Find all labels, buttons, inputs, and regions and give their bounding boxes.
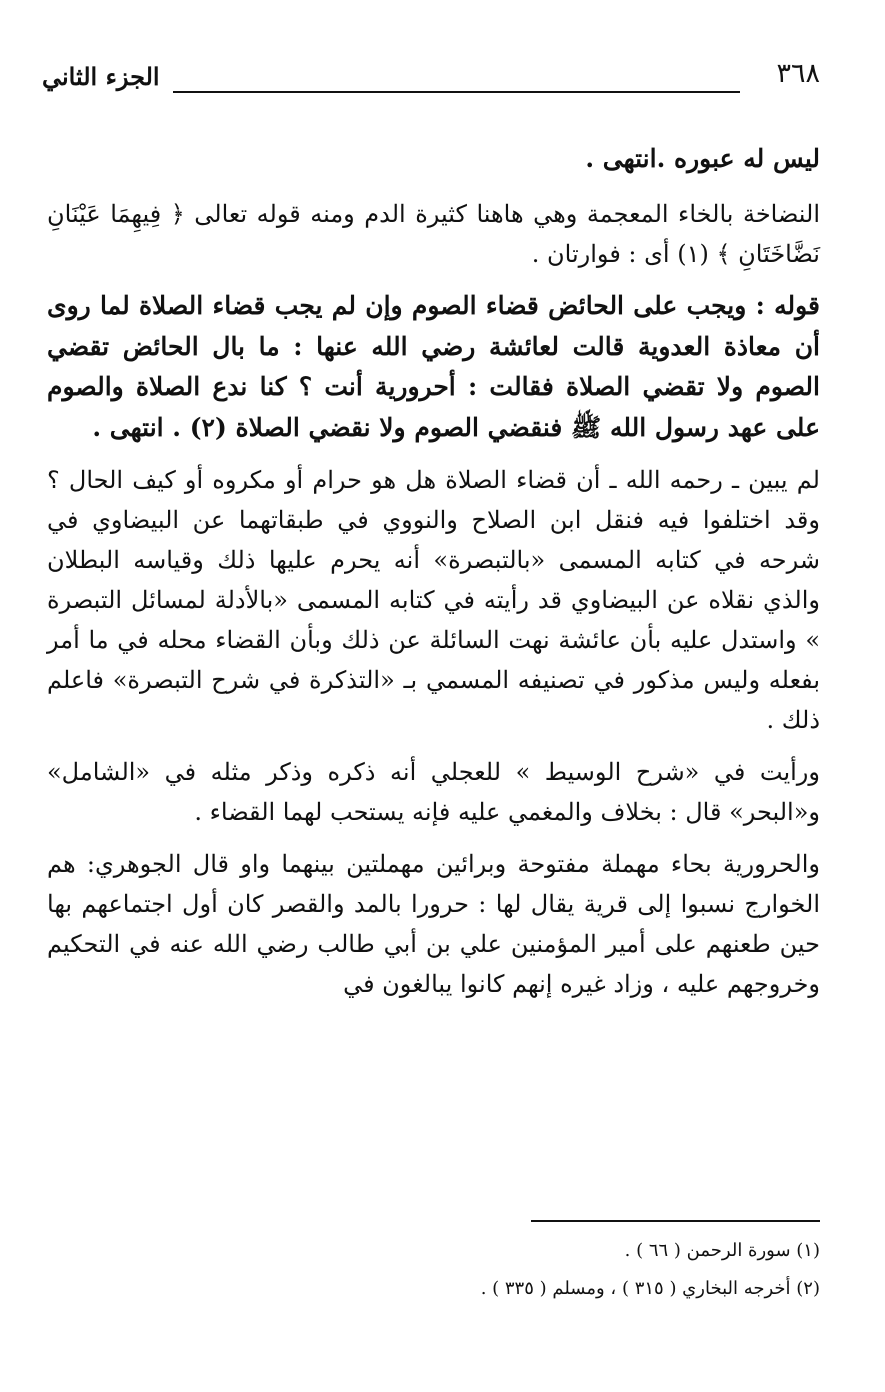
header-rule [173, 91, 740, 93]
paragraph: قوله : ويجب على الحائض قضاء الصوم وإن لم يجب قضاء الصلاة لما روى أن معاذة العدوية قالت لعائشة رضي الله عنها : ما بال الحائض تقضي الصوم ولا تقضي الصلاة فقالت : أحرورية أنت ؟ كنا ندع الصلاة والصوم على عهد رسول الله ﷺ فنقضي الصوم ولا نقضي الصلاة (٢) . انتهى . [47, 291, 820, 442]
paragraph: ليس له عبوره .انتهى . [585, 144, 820, 173]
page-header [40, 58, 820, 98]
page-number: ٣٦٨ [776, 58, 820, 89]
running-title: الجزء الثاني [42, 62, 160, 91]
footnotes [47, 1232, 820, 1308]
footnote: (١) سورة الرحمن ( ٦٦ ) . [624, 1240, 820, 1261]
paragraph: لم يبين ـ رحمه الله ـ أن قضاء الصلاة هل هو حرام أو مكروه أو كيف الحال ؟ وقد اختلفوا فيه فنقل ابن الصلاح والنووي في طبقاتهما عن البيضاوي في شرحه في كتابه المسمى «بالتبصرة» أنه يحرم عليها ذلك وقياسه البطلان والذي نقلاه عن البيضاوي قد رأيته في كتابه المسمى «بالأدلة لمسائل التبصرة » واستدل عليه بأن عائشة نهت السائلة عن ذلك وبأن القضاء محله في ما أمر بفعله وليس مذكور في تصنيفه المسمي بـ «التذكرة في شرح التبصرة» فاعلم ذلك . [47, 466, 821, 734]
footnote-separator [531, 1220, 820, 1222]
paragraph: والحرورية بحاء مهملة مفتوحة وبرائين مهملتين بينهما واو قال الجوهري: هم الخوارج نسبوا إلى قرية يقال لها : حرورا بالمد والقصر كان أول اجتماعهم بها حين طعنهم على أمير المؤمنين علي بن أبي طالب رضي الله عنه في التحكيم وخروجهم عليه ، وزاد غيره إنهم كانوا يبالغون في [47, 850, 820, 998]
main-text [47, 136, 820, 1016]
paragraph: ورأيت في «شرح الوسيط » للعجلي أنه ذكره وذكر مثله في «الشامل» و«البحر» قال : بخلاف والمغمي عليه فإنه يستحب لهما القضاء . [47, 758, 820, 826]
footnote: (٢) أخرجه البخاري ( ٣١٥ ) ، ومسلم ( ٣٣٥ ) . [480, 1278, 820, 1299]
paragraph: النضاخة بالخاء المعجمة وهي هاهنا كثيرة الدم ومنه قوله تعالى ﴿ فِيهِمَا عَيْنَانِ نَضَّاخَتَانِ ﴾ (١) أى : فوارتان . [47, 200, 820, 268]
